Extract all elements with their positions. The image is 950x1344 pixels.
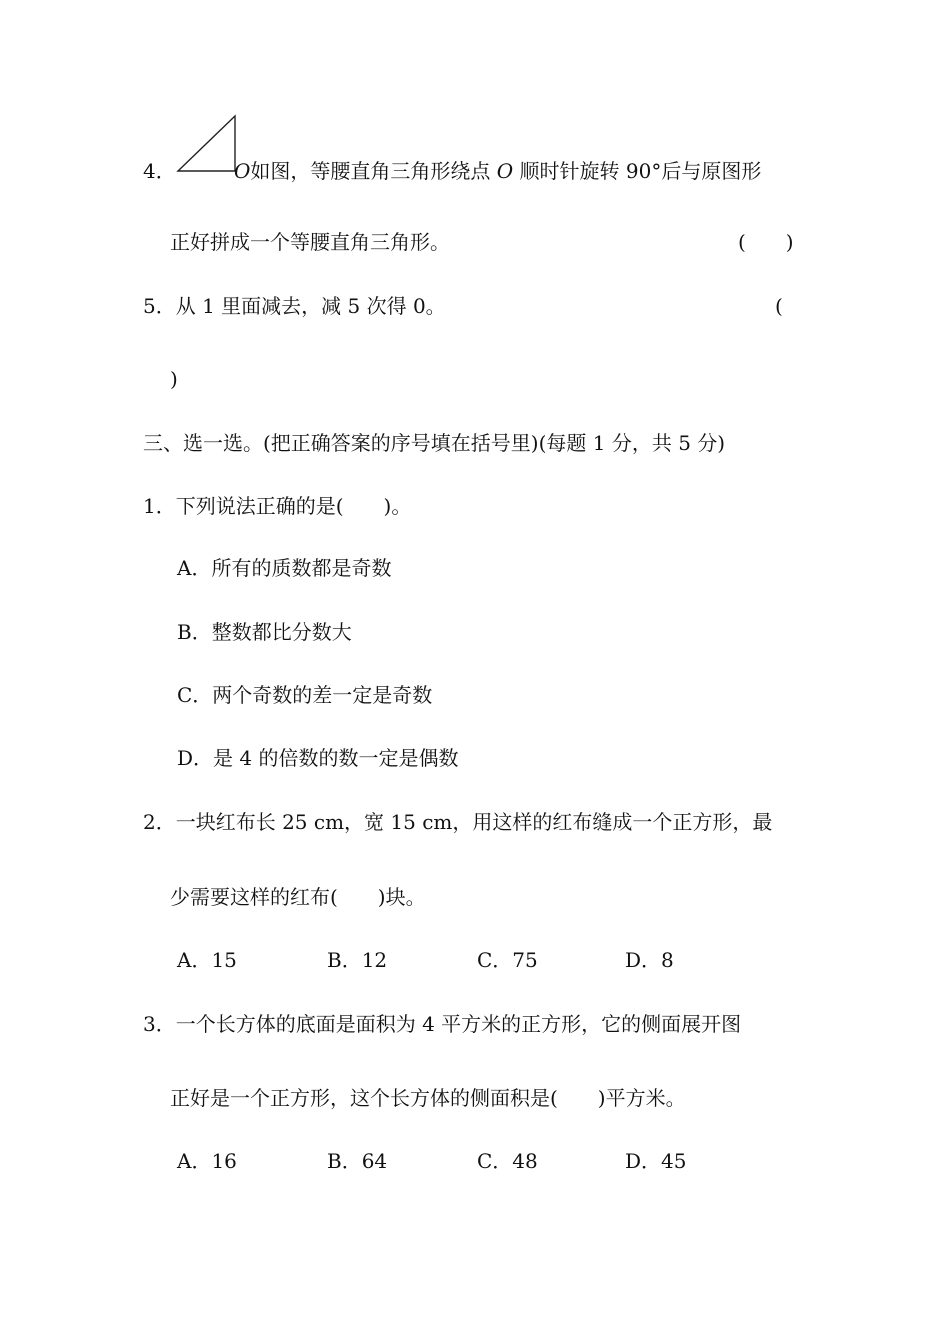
c2-stem-line2: 少需要这样的红布( )块。 xyxy=(170,885,426,909)
c3-stem: 3．一个长方体的底面是面积为 4 平方米的正方形，它的侧面展开图 xyxy=(143,1012,742,1036)
c1-option-a[interactable]: A．所有的质数都是奇数 xyxy=(177,556,392,580)
q4-text-line2: 正好拼成一个等腰直角三角形。 xyxy=(170,230,450,254)
q4-text-line1 xyxy=(234,158,761,184)
right-triangle-figure xyxy=(176,113,238,175)
c2-option-b[interactable]: B．12 xyxy=(327,948,388,972)
q4-text-a: 如图，等腰直角三角形绕点 xyxy=(250,159,497,183)
q5-blank-close[interactable]: ) xyxy=(170,367,178,391)
q5-text: 5．从 1 里面减去，减 5 次得 0。 xyxy=(143,294,446,318)
q4-answer-blank[interactable]: ( ) xyxy=(738,230,794,254)
q4-text-b: 顺时针旋转 90°后与原图形 xyxy=(513,159,762,183)
section3-title: 三、选一选。(把正确答案的序号填在括号里)(每题 1 分，共 5 分) xyxy=(143,431,726,455)
c2-option-a[interactable]: A．15 xyxy=(177,948,237,972)
q5-blank-open[interactable]: ( xyxy=(775,294,783,318)
q4-number: 4． xyxy=(143,159,176,183)
c3-option-b[interactable]: B．64 xyxy=(327,1149,388,1173)
c3-stem-line2: 正好是一个正方形，这个长方体的侧面积是( )平方米。 xyxy=(170,1086,686,1110)
c3-option-d[interactable]: D．45 xyxy=(625,1149,687,1173)
c2-option-c[interactable]: C．75 xyxy=(477,948,538,972)
c2-stem: 2．一块红布长 25 cm，宽 15 cm，用这样的红布缝成一个正方形，最 xyxy=(143,810,773,834)
point-o-label: O xyxy=(234,159,251,183)
point-o-inline: O xyxy=(496,159,514,183)
c1-option-c[interactable]: C．两个奇数的差一定是奇数 xyxy=(177,683,433,707)
c3-option-a[interactable]: A．16 xyxy=(177,1149,237,1173)
c2-option-d[interactable]: D．8 xyxy=(625,948,674,972)
c3-option-c[interactable]: C．48 xyxy=(477,1149,538,1173)
c1-stem: 1．下列说法正确的是( )。 xyxy=(143,494,412,518)
c1-option-d[interactable]: D．是 4 的倍数的数一定是偶数 xyxy=(177,746,459,770)
c1-option-b[interactable]: B．整数都比分数大 xyxy=(177,620,352,644)
